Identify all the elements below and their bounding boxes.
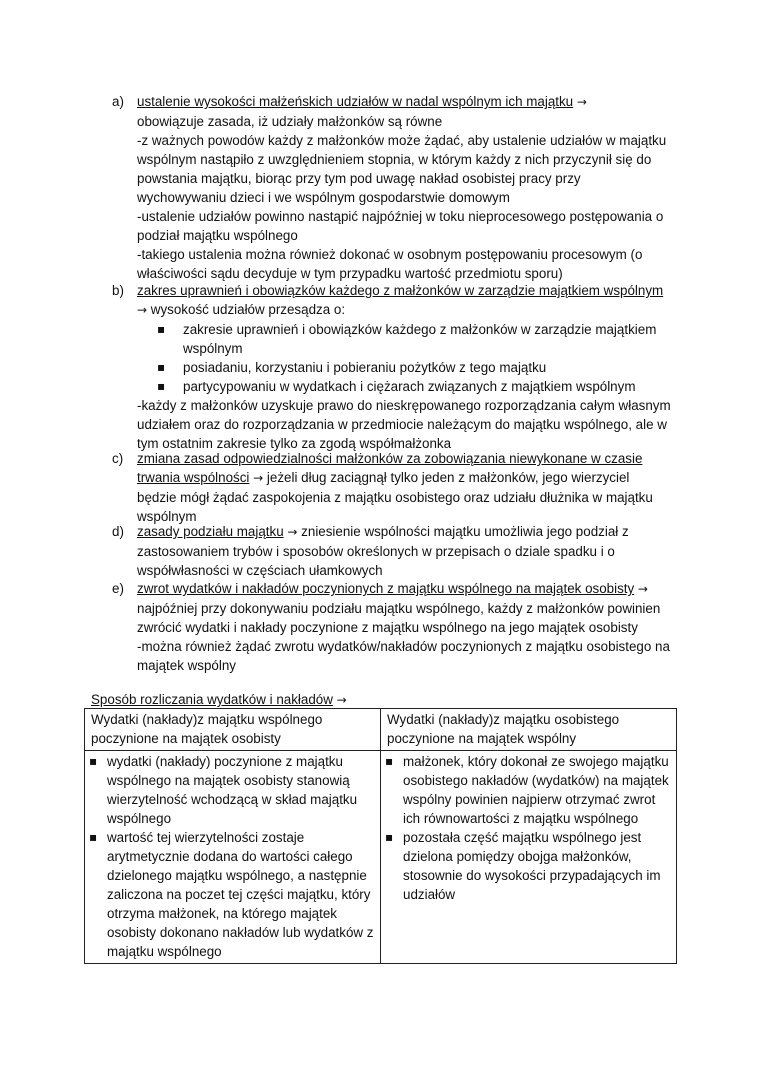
item-label: e) bbox=[112, 581, 124, 596]
table-header-cell: Wydatki (nakłady)z majątku osobistego poczynione na majątek wspólny bbox=[381, 709, 677, 751]
arrow-right-icon: → bbox=[336, 693, 347, 707]
arrow-right-icon: → bbox=[137, 303, 148, 317]
item-text: wysokość udziałów przesądza o: bbox=[150, 302, 346, 317]
arrow-right-icon: → bbox=[287, 525, 298, 539]
bullet-item: ▪ pozostała część majątku wspólnego jest dzielona pomiędzy obojga małżonków, stosownie do wysokości przypadających im udziałów bbox=[387, 828, 670, 904]
arrow-right-icon: → bbox=[576, 95, 587, 109]
arrow-right-icon: → bbox=[637, 582, 648, 596]
arrow-right-icon: → bbox=[253, 471, 264, 485]
paragraph: obowiązuje zasada, iż udziały małżonków są równe bbox=[137, 114, 443, 129]
paragraph: -takiego ustalenia można również dokonać w osobnym postępowaniu procesowym (o właściwości sądu decyduje w tym przypadku wartość przedmiotu sporu) bbox=[137, 247, 643, 281]
paragraph: -ustalenie udziałów powinno nastąpić najpóźniej w toku nieprocesowego postępowania o podział majątku wspólnego bbox=[137, 209, 664, 243]
table-row bbox=[85, 751, 677, 964]
paragraph: -można również żądać zwrotu wydatków/nakładów poczynionych z majątku osobistego na majątek wspólny bbox=[137, 639, 670, 673]
bullet-list bbox=[157, 320, 672, 396]
heading-text: Sposób rozliczania wydatków i nakładów bbox=[91, 692, 333, 707]
item-label: b) bbox=[112, 283, 124, 298]
settlement-table bbox=[84, 708, 677, 964]
list-item-a bbox=[112, 92, 672, 283]
paragraph: -z ważnych powodów każdy z małżonków może żądać, aby ustalenie udziałów w majątku wspólnym nastąpiło z uwzględnieniem stopnia, w którym każdy z nich przyczynił się do powstania majątku, biorąc przy tym pod uwagę nakład osobistej pracy przy wychowywaniu dzieci i we wspólnym gospodarstwie domowym bbox=[137, 133, 667, 205]
item-title: zwrot wydatków i nakładów poczynionych z majątku wspólnego na majątek osobisty bbox=[137, 581, 635, 596]
section-heading bbox=[91, 690, 347, 710]
table-cell bbox=[381, 751, 677, 964]
item-text: zniesienie wspólności majątku umożliwia jego podział z zastosowaniem trybów i sposobów określonych w przepisach o dziale spadku i o współwłasności w częściach ułamkowych bbox=[137, 524, 629, 578]
item-text: najpóźniej przy dokonywaniu podziału majątku wspólnego, każdy z małżonków powinien zwrócić wydatki i nakłady poczynione z majątku wspólnego na jego majątek osobisty bbox=[137, 601, 661, 635]
table-cell bbox=[85, 751, 381, 964]
paragraph: -każdy z małżonków uzyskuje prawo do nieskrępowanego rozporządzania całym własnym udziałem oraz do rozporządzania w przedmiocie należącym do majątku wspólnego, ale w tym ostatnim zakresie tylko za zgodą współmałżonka bbox=[137, 398, 671, 451]
table-header-row bbox=[85, 709, 677, 751]
bullet-item: ▪ wydatki (nakłady) poczynione z majątku wspólnego na majątek osobisty stanowią wierzytelność wchodzącą w skład majątku wspólnego bbox=[91, 752, 374, 828]
bullet-list bbox=[387, 752, 670, 904]
item-title: zasady podziału majątku bbox=[137, 524, 284, 539]
item-text: jeżeli dług zaciągnął tylko jeden z małżonków, jego wierzyciel będzie mógł żądać zaspokojenia z majątku osobistego oraz udziału dłużnika w majątku wspólnym bbox=[137, 470, 653, 524]
list-item-b bbox=[112, 281, 672, 453]
table-header-cell: Wydatki (nakłady)z majątku wspólnego poczynione na majątek osobisty bbox=[85, 709, 381, 751]
bullet-item: ▪ wartość tej wierzytelności zostaje arytmetycznie dodana do wartości całego dzielonego majątku wspólnego, a następnie zaliczona na poczet tej części majątku, który otrzyma małżonek, na którego majątek osobisty dokonano nakładów lub wydatków z majątku wspólnego bbox=[91, 828, 374, 961]
bullet-list bbox=[91, 752, 374, 961]
list-item-e bbox=[112, 579, 672, 675]
bullet-item: ▪ partycypowaniu w wydatkach i ciężarach związanych z majątkiem wspólnym bbox=[157, 377, 672, 396]
item-label: a) bbox=[112, 94, 124, 109]
item-title: ustalenie wysokości małżeńskich udziałów w nadal wspólnym ich majątku bbox=[137, 94, 574, 109]
item-label: d) bbox=[112, 524, 124, 539]
item-title: zmiana zasad odpowiedzialności małżonków za zobowiązania niewykonane w czasie trwania wspólności bbox=[137, 451, 643, 485]
item-title: zakres uprawnień i obowiązków każdego z małżonków w zarządzie majątkiem wspólnym bbox=[137, 283, 664, 298]
list-item-d bbox=[112, 522, 672, 580]
item-label: c) bbox=[112, 451, 124, 466]
list-item-c bbox=[112, 449, 672, 526]
bullet-item: ▪ posiadaniu, korzystaniu i pobieraniu pożytków z tego majątku bbox=[157, 358, 672, 377]
bullet-item: ▪ zakresie uprawnień i obowiązków każdego z małżonków w zarządzie majątkiem wspólnym bbox=[157, 320, 672, 358]
bullet-item: ▪ małżonek, który dokonał ze swojego majątku osobistego nakładów (wydatków) na majątek wspólny powinien najpierw otrzymać zwrot ich równowartości z majątku wspólnego bbox=[387, 752, 670, 828]
